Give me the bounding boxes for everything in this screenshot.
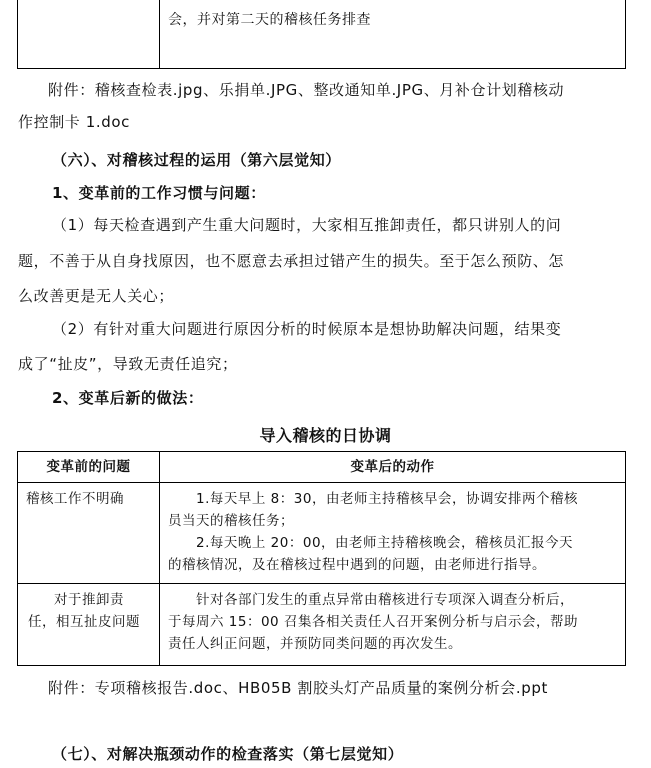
top-table-left-cell [18,0,160,69]
row-1-after-line-4: 的稽核情况，及在稽核过程中遇到的问题，由老师进行指导。 [168,557,546,573]
row-1-after-line-3: 2.每天晚上 20：00，由老师主持稽核晚会，稽核员汇报今天 [196,535,574,551]
paragraph-2-line-1: （2）有针对重大问题进行原因分析的时候原本是想协助解决问题，结果变 [52,320,562,338]
paragraph-1-line-1: （1）每天检查遇到产生重大问题时，大家相互推卸责任，都只讲别人的问 [52,216,562,234]
row-2-after-cell [160,584,626,666]
header-before: 变革前的问题 [18,452,160,483]
table-title: 导入稽核的日协调 [259,426,392,445]
top-table-text: 会，并对第二天的稽核任务排查 [168,12,371,28]
paragraph-1-line-3: 么改善更是无人关心； [18,287,175,305]
row-1-before-cell [18,483,160,584]
paragraph-1-line-2: 题，不善于从自身找原因，也不愿意去承担过错产生的损失。至于怎么预防、怎 [18,252,565,270]
attachment-line-2: 作控制卡 1.doc [18,113,131,131]
top-table [17,0,626,69]
attachment-2: 附件：专项稽核报告.doc、HB05B 割胶头灯产品质量的案例分析会.ppt [48,679,548,697]
top-table-right-cell [160,0,626,69]
row-1-after-cell [160,483,626,584]
row-1-after-line-2: 员当天的稽核任务； [168,513,294,529]
row-2-before-line-1: 对于推卸责 [54,592,124,608]
table-row [18,483,626,584]
row-2-after-line-2: 于每周六 15：00 召集各相关责任人召开案例分析与启示会，帮助 [168,614,578,630]
table-header-row [18,452,626,483]
section-7-title: （七）、对解决瓶颈动作的检查落实（第七层觉知） [52,745,404,763]
paragraph-2-line-2: 成了“扯皮”，导致无责任追究； [18,355,238,373]
subheading-after-change: 2、变革后新的做法： [52,389,204,407]
row-2-after-line-3: 责任人纠正问题，并预防同类问题的再次发生。 [168,636,462,652]
subheading-before-change: 1、变革前的工作习惯与问题： [52,184,266,202]
row-1-before-text: 稽核工作不明确 [26,491,124,507]
row-1-after-line-1: 1.每天早上 8：30，由老师主持稽核早会，协调安排两个稽核 [196,491,578,507]
table-row [18,584,626,666]
change-table [17,451,626,666]
attachment-line-1: 附件：稽核查检表.jpg、乐捐单.JPG、整改通知单.JPG、月补仓计划稽核动 [48,81,565,99]
row-2-before-line-2: 任，相互扯皮问题 [28,614,140,630]
row-2-before-cell [18,584,160,666]
section-6-title: （六）、对稽核过程的运用（第六层觉知） [52,151,341,169]
row-2-after-line-1: 针对各部门发生的重点异常由稽核进行专项深入调查分析后， [196,592,574,608]
header-after: 变革后的动作 [160,452,626,483]
